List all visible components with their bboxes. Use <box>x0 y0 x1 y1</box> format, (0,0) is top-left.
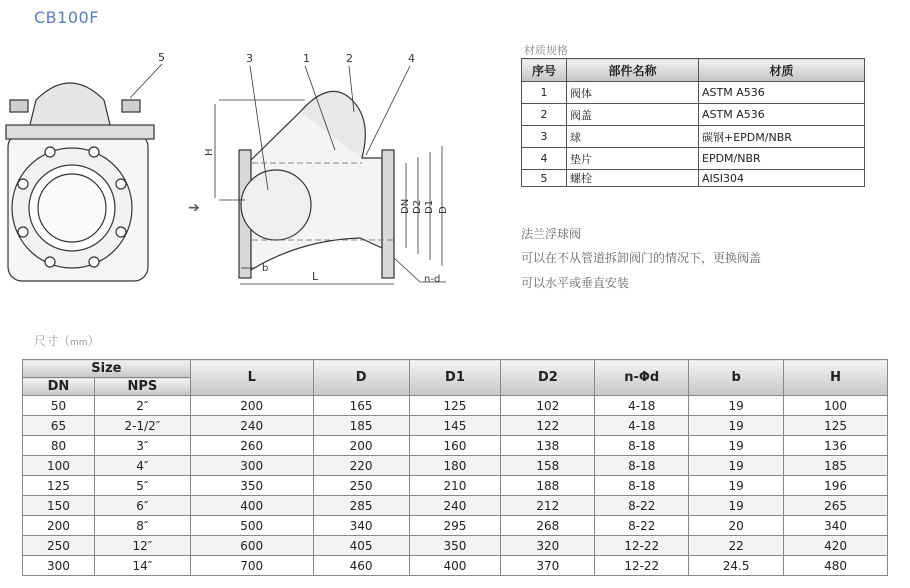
cell-d: 185 <box>313 416 409 436</box>
cell-d: 220 <box>313 456 409 476</box>
cell-nps: 5″ <box>94 476 190 496</box>
cell-d1: 145 <box>409 416 501 436</box>
mat-cell-part: 螺栓 <box>567 170 699 187</box>
cell-nps: 4″ <box>94 456 190 476</box>
cell-d: 340 <box>313 516 409 536</box>
cell-d: 200 <box>313 436 409 456</box>
cell-d1: 180 <box>409 456 501 476</box>
dimensions-caption-text: 尺寸 <box>34 334 59 348</box>
cell-b: 24.5 <box>689 556 784 576</box>
col-header-h: H <box>784 360 888 396</box>
dim-label-l: L <box>312 270 319 283</box>
cell-h: 420 <box>784 536 888 556</box>
materials-table <box>521 58 865 187</box>
cell-d1: 210 <box>409 476 501 496</box>
cell-d: 285 <box>313 496 409 516</box>
table-row <box>23 416 888 436</box>
flange-front-view <box>6 64 162 281</box>
cell-d: 165 <box>313 396 409 416</box>
col-header-d1: D1 <box>409 360 501 396</box>
callout-1: 1 <box>303 52 310 65</box>
cell-l: 240 <box>190 416 313 436</box>
col-header-nd: n-Φd <box>595 360 689 396</box>
dimensions-caption: 尺寸（mm） <box>34 334 100 348</box>
cell-h: 480 <box>784 556 888 576</box>
cell-d1: 125 <box>409 396 501 416</box>
mat-header-material: 材质 <box>699 59 865 82</box>
cell-b: 19 <box>689 456 784 476</box>
table-row <box>23 536 888 556</box>
cell-d: 250 <box>313 476 409 496</box>
cell-nd: 4-18 <box>595 396 689 416</box>
cell-d1: 400 <box>409 556 501 576</box>
table-row <box>23 476 888 496</box>
mat-row <box>522 170 865 187</box>
table-row <box>23 396 888 416</box>
cell-l: 260 <box>190 436 313 456</box>
cell-dn: 65 <box>23 416 95 436</box>
cell-d2: 320 <box>501 536 595 556</box>
cell-d2: 370 <box>501 556 595 576</box>
callout-2: 2 <box>346 52 353 65</box>
cell-h: 340 <box>784 516 888 536</box>
cell-d2: 102 <box>501 396 595 416</box>
callout-5: 5 <box>158 51 165 64</box>
cell-nps: 2″ <box>94 396 190 416</box>
cell-h: 125 <box>784 416 888 436</box>
cell-d1: 350 <box>409 536 501 556</box>
dim-label-dn: DN <box>400 198 411 214</box>
note-title: 法兰浮球阀 <box>521 227 582 241</box>
materials-caption: 材质规格 <box>524 44 568 57</box>
cell-l: 600 <box>190 536 313 556</box>
cell-l: 700 <box>190 556 313 576</box>
dim-label-d2: D2 <box>412 199 423 214</box>
cell-nd: 4-18 <box>595 416 689 436</box>
cell-l: 500 <box>190 516 313 536</box>
cell-h: 136 <box>784 436 888 456</box>
mat-cell-part: 垫片 <box>567 148 699 170</box>
cell-nps: 2-1/2″ <box>94 416 190 436</box>
table-row <box>23 496 888 516</box>
mat-row <box>522 82 865 104</box>
product-code: CB100F <box>34 8 99 27</box>
callout-4: 4 <box>408 52 415 65</box>
note-line: 可以在不从管道拆卸阀门的情况下，更换阀盖 <box>521 251 762 265</box>
cell-d2: 188 <box>501 476 595 496</box>
mat-row <box>522 126 865 148</box>
cell-d1: 240 <box>409 496 501 516</box>
mat-cell-no: 2 <box>522 104 567 126</box>
cell-d2: 212 <box>501 496 595 516</box>
cell-d2: 138 <box>501 436 595 456</box>
col-header-d: D <box>313 360 409 396</box>
mat-cell-no: 5 <box>522 170 567 187</box>
dim-label-b: b <box>262 263 269 274</box>
cell-b: 19 <box>689 436 784 456</box>
cell-nd: 8-22 <box>595 496 689 516</box>
mat-cell-part: 球 <box>567 126 699 148</box>
cell-d: 460 <box>313 556 409 576</box>
cell-l: 200 <box>190 396 313 416</box>
cell-d2: 158 <box>501 456 595 476</box>
dimensions-table <box>22 359 888 576</box>
flow-arrow: ➔ <box>188 200 200 216</box>
cell-h: 265 <box>784 496 888 516</box>
col-header-dn: DN <box>23 378 95 396</box>
col-header-b: b <box>689 360 784 396</box>
mat-row <box>522 104 865 126</box>
col-header-d2: D2 <box>501 360 595 396</box>
mat-header-no: 序号 <box>522 59 567 82</box>
mat-cell-no: 4 <box>522 148 567 170</box>
cell-nd: 8-22 <box>595 516 689 536</box>
cell-dn: 50 <box>23 396 95 416</box>
mat-header-part: 部件名称 <box>567 59 699 82</box>
valve-drawing <box>0 35 505 295</box>
dim-label-h: H <box>204 148 215 156</box>
mat-cell-no: 3 <box>522 126 567 148</box>
mat-cell-material: ASTM A536 <box>699 104 865 126</box>
cell-nps: 14″ <box>94 556 190 576</box>
cell-h: 196 <box>784 476 888 496</box>
cell-nps: 6″ <box>94 496 190 516</box>
size-group-header: Size <box>23 360 191 378</box>
cell-dn: 250 <box>23 536 95 556</box>
dimensions-unit: mm <box>70 338 88 348</box>
cell-dn: 300 <box>23 556 95 576</box>
table-row <box>23 556 888 576</box>
cell-nd: 8-18 <box>595 476 689 496</box>
table-row <box>23 436 888 456</box>
cell-b: 19 <box>689 476 784 496</box>
cell-b: 20 <box>689 516 784 536</box>
cell-d1: 160 <box>409 436 501 456</box>
cell-nd: 12-22 <box>595 556 689 576</box>
valve-section-view <box>239 91 394 278</box>
cell-dn: 150 <box>23 496 95 516</box>
cell-nps: 3″ <box>94 436 190 456</box>
cell-h: 100 <box>784 396 888 416</box>
cell-b: 19 <box>689 416 784 436</box>
note-line: 可以水平或垂直安装 <box>521 276 630 290</box>
cell-l: 300 <box>190 456 313 476</box>
dim-label-d: D <box>438 206 449 214</box>
col-header-nps: NPS <box>94 378 190 396</box>
cell-b: 19 <box>689 396 784 416</box>
mat-cell-material: EPDM/NBR <box>699 148 865 170</box>
mat-cell-part: 阀体 <box>567 82 699 104</box>
cell-d2: 122 <box>501 416 595 436</box>
cell-b: 22 <box>689 536 784 556</box>
cell-d2: 268 <box>501 516 595 536</box>
mat-cell-material: AISI304 <box>699 170 865 187</box>
table-row <box>23 516 888 536</box>
mat-cell-part: 阀盖 <box>567 104 699 126</box>
cell-l: 400 <box>190 496 313 516</box>
cell-nd: 8-18 <box>595 436 689 456</box>
mat-cell-material: ASTM A536 <box>699 82 865 104</box>
cell-d: 405 <box>313 536 409 556</box>
callout-3: 3 <box>246 52 253 65</box>
cell-dn: 100 <box>23 456 95 476</box>
table-row <box>23 456 888 476</box>
cell-nd: 8-18 <box>595 456 689 476</box>
cell-dn: 80 <box>23 436 95 456</box>
mat-row <box>522 148 865 170</box>
cell-d1: 295 <box>409 516 501 536</box>
cell-nps: 12″ <box>94 536 190 556</box>
cell-b: 19 <box>689 496 784 516</box>
col-header-l: L <box>190 360 313 396</box>
cell-h: 185 <box>784 456 888 476</box>
cell-dn: 200 <box>23 516 95 536</box>
cell-l: 350 <box>190 476 313 496</box>
cell-nd: 12-22 <box>595 536 689 556</box>
cell-dn: 125 <box>23 476 95 496</box>
cell-nps: 8″ <box>94 516 190 536</box>
mat-cell-no: 1 <box>522 82 567 104</box>
dim-label-nd: n-d <box>424 274 441 285</box>
mat-cell-material: 碳钢+EPDM/NBR <box>699 126 865 148</box>
dim-label-d1: D1 <box>424 199 435 214</box>
